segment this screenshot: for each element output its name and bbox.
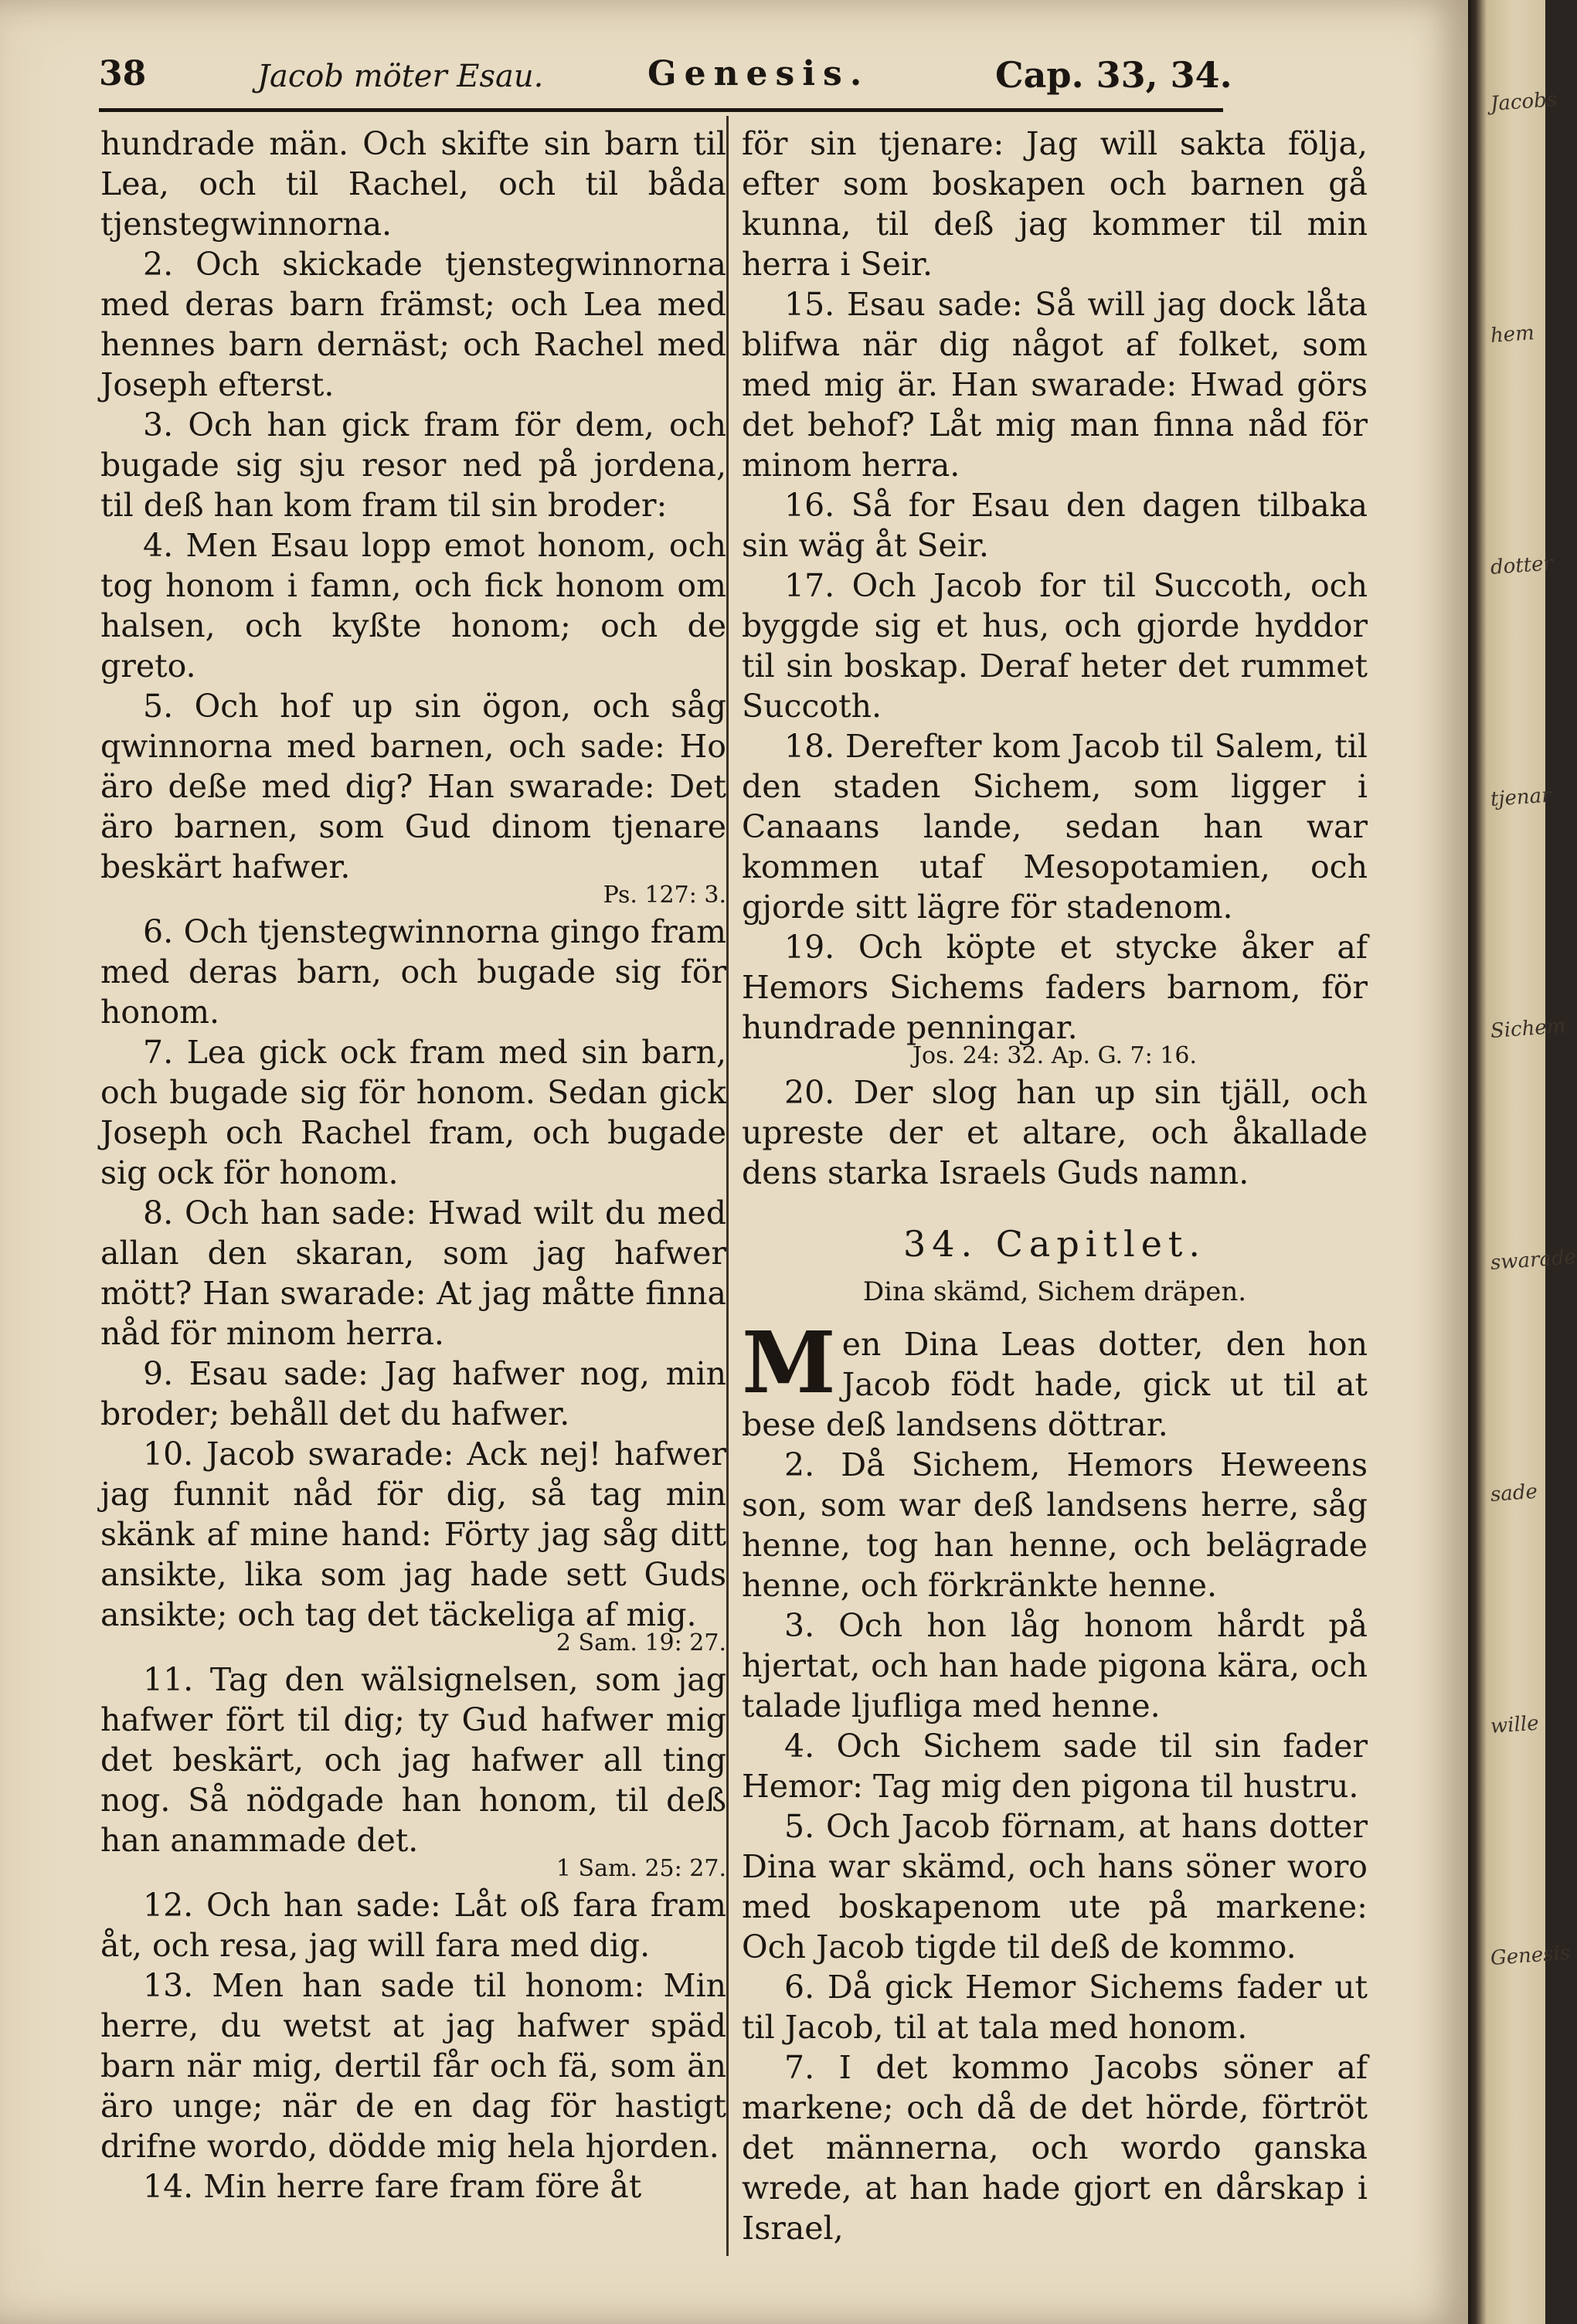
- running-title: Jacob möter Esau.: [257, 59, 544, 94]
- verse: 12. Och han sade: Låt oß fara fram åt, och resa, jag will fara med dig.: [100, 1887, 726, 1964]
- verse: hundrade män. Och skifte sin barn til Lea, och til Rachel, och til båda tjenstegwinnorna.: [100, 125, 726, 243]
- facing-page-fragment: Jacobs: [1490, 87, 1558, 116]
- verse: 11. Tag den wälsignelsen, som jag hafwer fört til dig; ty Gud hafwer mig det beskärt, och jag hafwer all ting nog. Så nödgade han honom, til deß han anammade det.: [100, 1661, 726, 1859]
- column-divider: [726, 116, 729, 2256]
- verse: 7. Lea gick ock fram med sin barn, och bugade sig för honom. Sedan gick Joseph och Rachel fram, och bugade sig ock för honom.: [100, 1034, 726, 1191]
- facing-page-fragment: swarade: [1490, 1245, 1577, 1275]
- verse: 15. Esau sade: Så will jag dock låta blifwa när dig något af folket, som med mig är. Han swarade: Hwad görs det behof? Låt mig man finna nåd för minom herra.: [742, 286, 1368, 484]
- facing-page-fragment: hem: [1490, 321, 1535, 348]
- verse: 3. Och han gick fram för dem, och bugade sig sju resor ned på jordena, til deß han kom fram til sin broder:: [100, 406, 726, 524]
- cross-reference: Jos. 24: 32. Ap. G. 7: 16.: [913, 1042, 1197, 1069]
- verse: 16. Så for Esau den dagen tilbaka sin wäg åt Seir.: [742, 487, 1368, 564]
- right-verses: [742, 124, 1368, 1193]
- verse: 6. Då gick Hemor Sichems fader ut til Jacob, til at tala med honom.: [742, 1969, 1368, 2046]
- facing-page-fragment: dotter: [1490, 552, 1554, 579]
- verse: 5. Och Jacob förnam, at hans dotter Dina war skämd, och hans söner woro med boskapenom ute på markene: Och Jacob tigde til deß de kommo.: [742, 1808, 1368, 1966]
- drop-cap: M: [742, 1313, 836, 1412]
- facing-page-fragment: sade: [1490, 1480, 1538, 1507]
- right-column: [742, 124, 1368, 2287]
- chapter-heading: 34. Capitlet.: [902, 1223, 1207, 1265]
- verse: för sin tjenare: Jag will sakta följa, efter som boskapen och barnen gå kunna, til deß jag kommer til min herra i Seir.: [742, 125, 1368, 283]
- book-title: Genesis.: [647, 54, 870, 93]
- verse: 19. Och köpte et stycke åker af Hemors Sichems faders barnom, för hundrade penningar.: [742, 929, 1368, 1046]
- chapter-range: Cap. 33, 34.: [995, 54, 1232, 96]
- left-column: [100, 124, 726, 2287]
- verse: 9. Esau sade: Jag hafwer nog, min broder; behåll det du hafwer.: [100, 1355, 726, 1432]
- first-verse: [742, 1313, 1368, 1445]
- verse: 8. Och han sade: Hwad wilt du med allan den skaran, som jag hafwer mött? Han swarade: At jag måtte finna nåd för minom herra.: [100, 1194, 726, 1352]
- facing-page-fragment: wille: [1490, 1711, 1540, 1738]
- facing-page-fragment: Genesis: [1490, 1941, 1572, 1970]
- chapter34-verses: [742, 1445, 1368, 2248]
- verse: 7. I det kommo Jacobs söner af markene; och då de det hörde, förtröt det männerna, och wordo ganska wrede, at han hade gjort en dårskap i Israel,: [742, 2049, 1368, 2247]
- verse: 4. Och Sichem sade til sin fader Hemor: Tag mig den pigona til hustru.: [742, 1728, 1368, 1805]
- page-header: [99, 54, 1232, 108]
- verse: 17. Och Jacob for til Succoth, och byggde sig et hus, och gjorde hyddor til sin boskap. Deraf heter det rummet Succoth.: [742, 567, 1368, 725]
- cross-reference: 1 Sam. 25: 27.: [556, 1855, 726, 1882]
- verse: 3. Och hon låg honom hårdt på hjertat, och han hade pigona kära, och talade ljufliga med henne.: [742, 1607, 1368, 1724]
- verse: 6. Och tjenstegwinnorna gingo fram med deras barn, och bugade sig för honom.: [100, 913, 726, 1031]
- verse: 13. Men han sade til honom: Min herre, du wetst at jag hafwer späd barn när mig, dertil får och fä, som än äro unge; när de en dag för hastigt drifne wordo, dödde mig hela hjorden.: [100, 1967, 726, 2165]
- verse: 2. Och skickade tjenstegwinnorna med deras barn främst; och Lea med hennes barn dernäst; och Rachel med Joseph efterst.: [100, 246, 726, 403]
- facing-page-fragment: tjenar: [1490, 783, 1552, 811]
- facing-page-edge: [1468, 0, 1577, 2324]
- verse: 18. Derefter kom Jacob til Salem, til den staden Sichem, som ligger i Canaans lande, sedan han war kommen utaf Mesopotamien, och gjorde sitt lägre för stadenom.: [742, 728, 1368, 926]
- header-rule: [99, 108, 1223, 112]
- chapter-summary: Dina skämd, Sichem dräpen.: [862, 1276, 1247, 1307]
- verse: 5. Och hof up sin ögon, och såg qwinnorna med barnen, och sade: Ho äro deße med dig? Han swarade: Det äro barnen, som Gud dinom tjenare beskärt hafwer.: [100, 688, 726, 885]
- verse: 2. Då Sichem, Hemors Heweens son, som war deß landsens herre, såg henne, tog han henne, och belägrade henne, och förkränkte henne.: [742, 1446, 1368, 1604]
- first-verse-text: en Dina Leas dotter, den hon Jacob födt hade, gick ut til at bese deß landsens döttrar.: [742, 1326, 1368, 1443]
- verse: 20. Der slog han up sin tjäll, och upreste der et altare, och åkallade dens starka Israels Guds namn.: [742, 1074, 1368, 1191]
- facing-page-fragment: Sichem: [1490, 1014, 1567, 1043]
- verse: 4. Men Esau lopp emot honom, och tog honom i famn, och fick honom om halsen, och kyßte honom; och de greto.: [100, 527, 726, 685]
- cross-reference: 2 Sam. 19: 27.: [556, 1629, 726, 1656]
- page-number: 38: [99, 54, 147, 93]
- cross-reference: Ps. 127: 3.: [603, 882, 726, 909]
- verse: 14. Min herre fare fram före åt: [143, 2168, 642, 2205]
- verse: 10. Jacob swarade: Ack nej! hafwer jag funnit nåd för dig, så tag min skänk af mine hand: Förty jag såg ditt ansikte, lika som jag hade sett Guds ansikte; och tag det täckeliga af mig.: [100, 1436, 726, 1633]
